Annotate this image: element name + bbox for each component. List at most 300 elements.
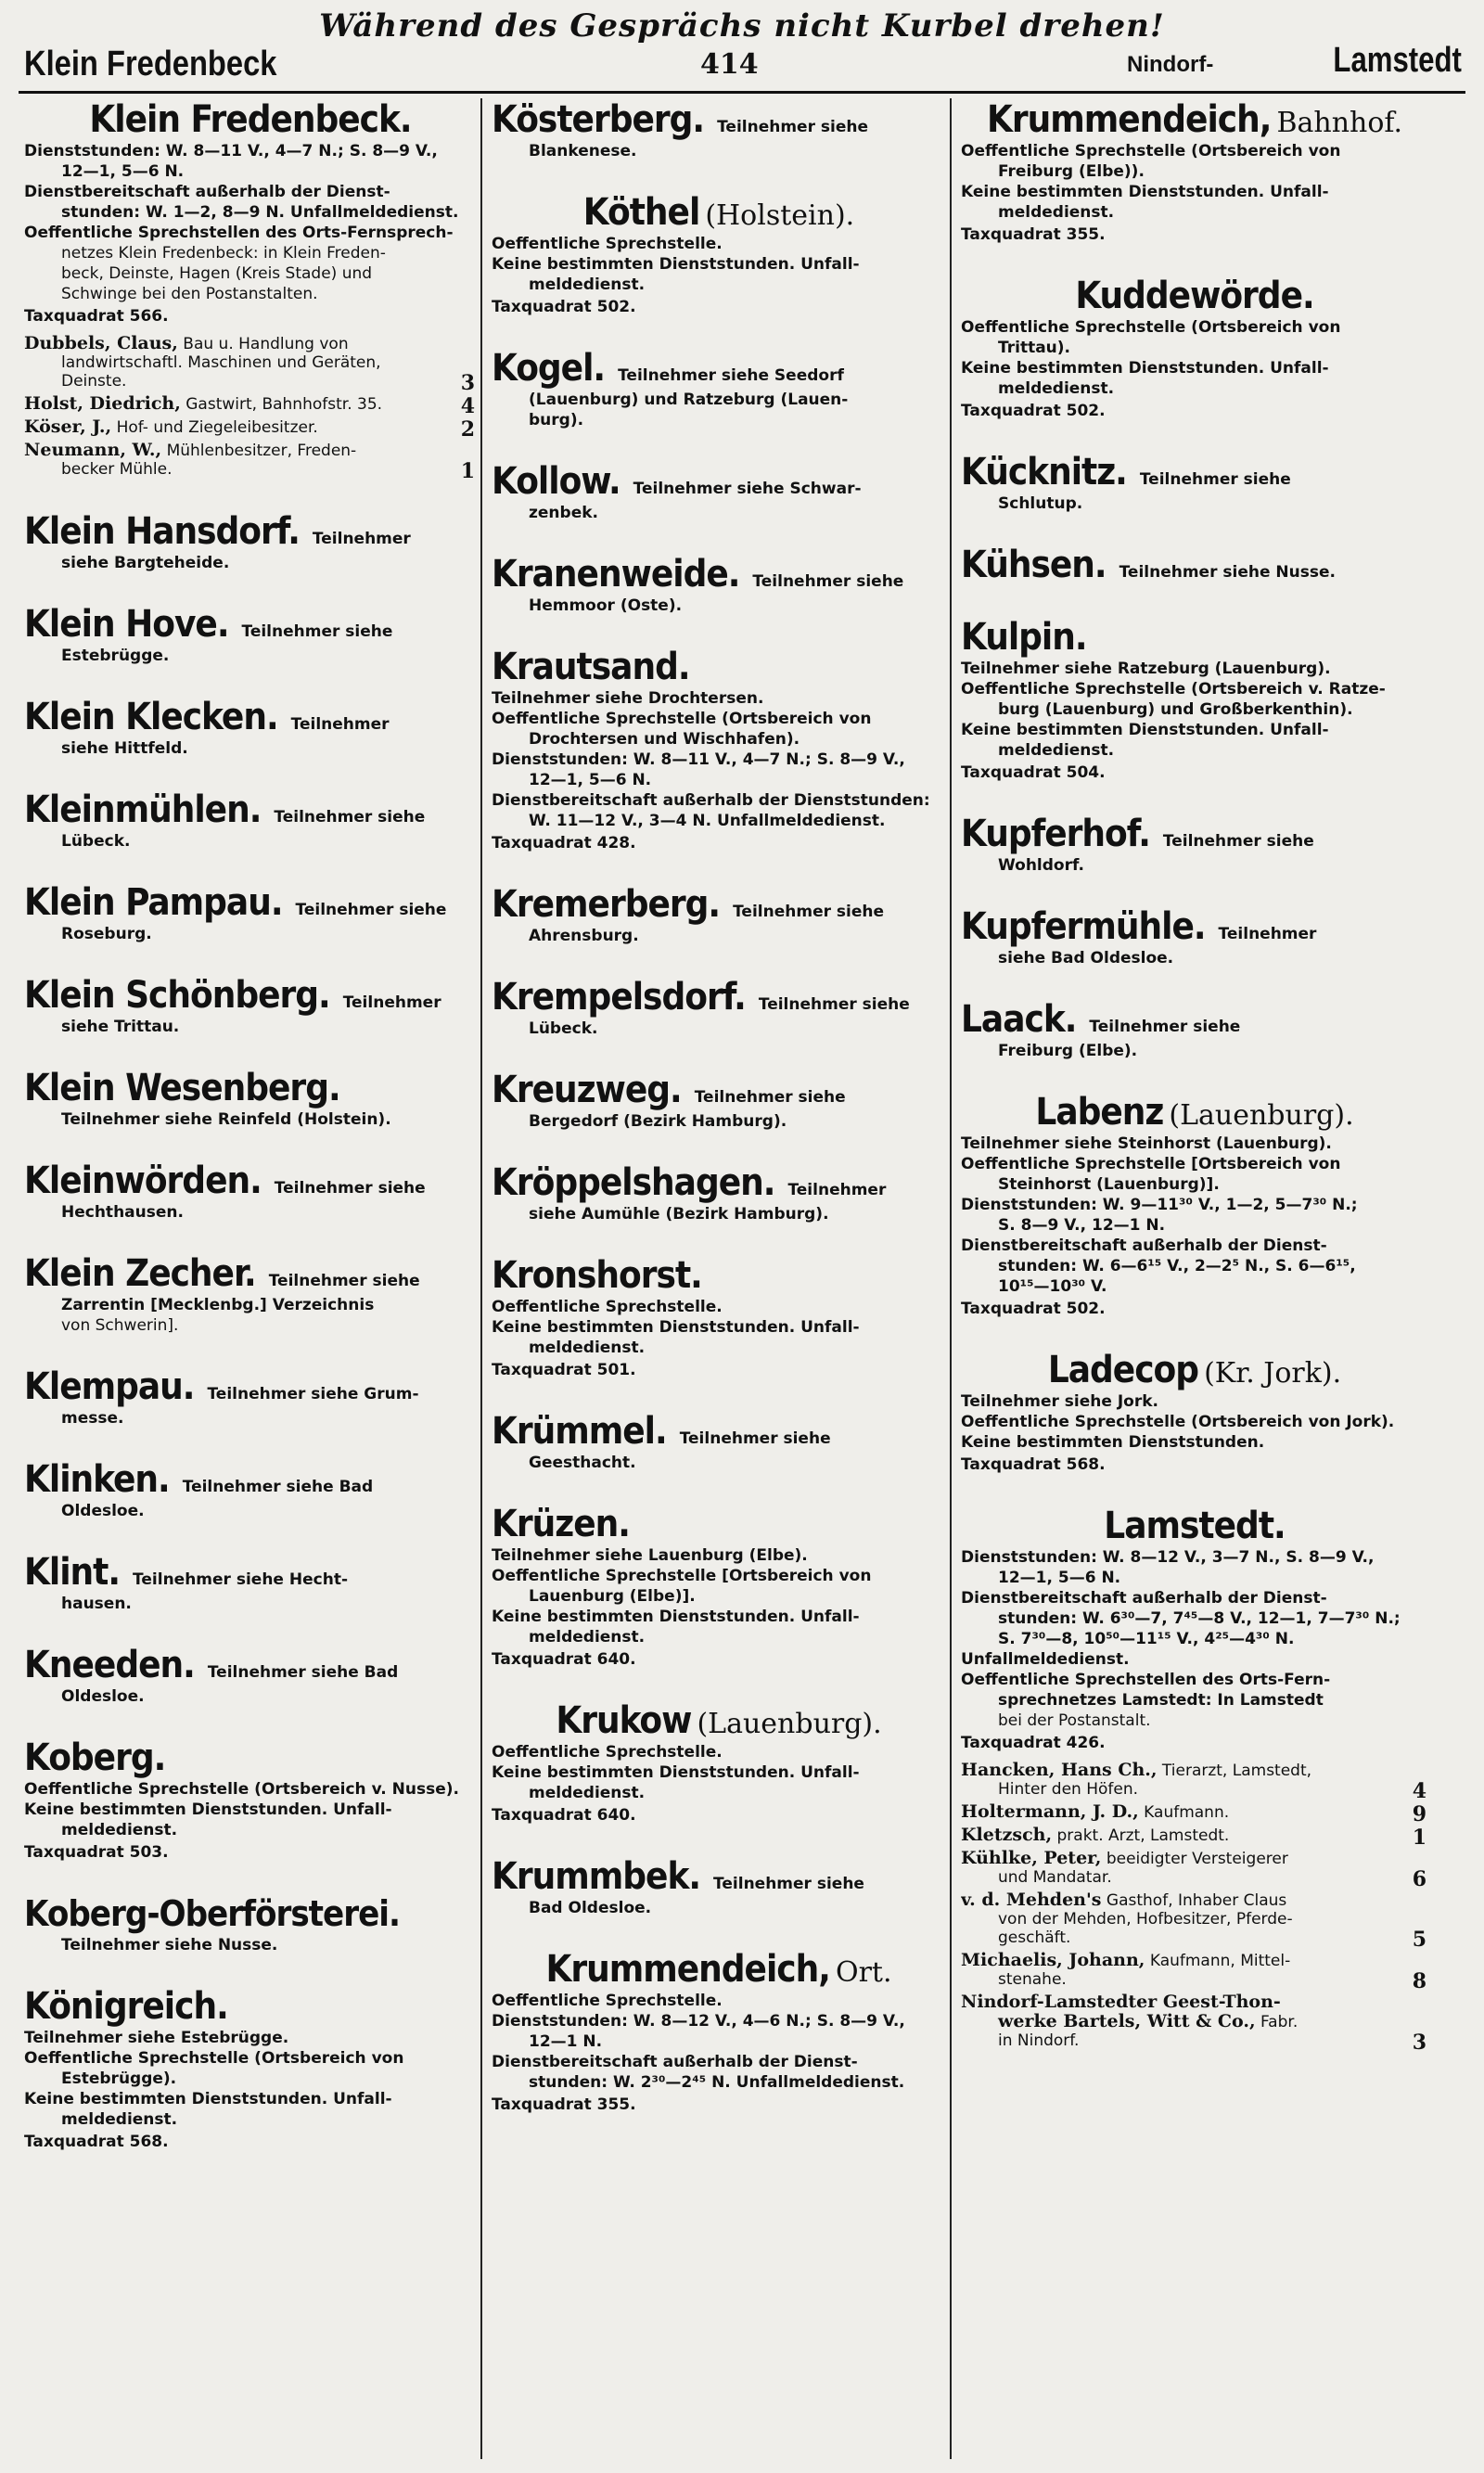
subscriber-desc-cont: Deinste. bbox=[61, 372, 127, 391]
entry-line: Dienstbereitschaft außerhalb der Dienst- bbox=[961, 1236, 1327, 1255]
entry-koethel bbox=[492, 191, 946, 317]
subscriber-name: Nindorf-Lamstedter Geest-Thon- bbox=[961, 1992, 1281, 2012]
subscriber-item bbox=[24, 393, 477, 418]
header-right-catchword-small: Nindorf- bbox=[1127, 52, 1214, 77]
entry-line: Oeffentliche Sprechstellen des Orts-Fernsprech- bbox=[24, 224, 454, 242]
entry-kuddewoerde bbox=[961, 275, 1428, 421]
entry-line: Keine bestimmten Dienststunden. Unfall- bbox=[961, 359, 1329, 378]
entry-line: Oeffentliche Sprechstelle (Ortsbereich von bbox=[961, 142, 1341, 160]
subscriber-desc-cont: Hinter den Höfen. bbox=[998, 1780, 1139, 1799]
entry-kreuzweg bbox=[492, 1069, 946, 1132]
reference-cont: Freiburg (Elbe). bbox=[998, 1042, 1138, 1060]
entry-line: Estebrügge). bbox=[61, 2069, 177, 2088]
subscriber-desc: Tierarzt, Lamstedt, bbox=[1161, 1762, 1312, 1780]
entry-klinken bbox=[24, 1458, 477, 1521]
place-name: Krummbek. bbox=[492, 1855, 701, 1898]
taxquadrat: Taxquadrat 568. bbox=[961, 1455, 1106, 1474]
entry-krummbek bbox=[492, 1855, 946, 1918]
entry-line: Oeffentliche Sprechstelle (Ortsbereich von bbox=[492, 710, 872, 728]
entry-line: stunden: W. 1—2, 8—9 N. Unfallmeldedienst. bbox=[61, 203, 459, 222]
reference-cont: siehe Bargteheide. bbox=[61, 554, 230, 572]
place-name: Koberg. bbox=[24, 1736, 166, 1779]
reference-cont: Teilnehmer siehe Reinfeld (Holstein). bbox=[61, 1110, 391, 1129]
entry-klein-zecher bbox=[24, 1252, 477, 1336]
subscriber-name: Kletzsch, bbox=[961, 1825, 1053, 1845]
subscriber-item bbox=[961, 1950, 1428, 1993]
place-name: Königreich. bbox=[24, 1985, 228, 2028]
entry-line: Oeffentliche Sprechstelle [Ortsbereich von bbox=[492, 1567, 872, 1585]
column-3 bbox=[961, 98, 1428, 2459]
entry-line: 12—1, 5—6 N. bbox=[998, 1569, 1121, 1587]
place-qualifier: Ort. bbox=[835, 1956, 892, 1989]
subscriber-desc-cont: geschäft. bbox=[998, 1928, 1071, 1947]
reference: Teilnehmer bbox=[1218, 925, 1317, 943]
place-name: Kneeden. bbox=[24, 1644, 195, 1686]
entry-line: sprechnetzes Lamstedt: In Lamstedt bbox=[998, 1691, 1324, 1710]
place-name: Kollow. bbox=[492, 460, 620, 503]
reference: Teilnehmer bbox=[342, 993, 441, 1012]
entry-klint bbox=[24, 1551, 477, 1614]
reference: Teilnehmer siehe bbox=[733, 903, 885, 921]
subscriber-desc-cont: becker Mühle. bbox=[61, 460, 173, 479]
entry-line: Keine bestimmten Dienststunden. Unfall- bbox=[961, 183, 1329, 201]
subscriber-number: 6 bbox=[1412, 1867, 1426, 1891]
reference-cont: (Lauenburg) und Ratzeburg (Lauen- bbox=[529, 391, 849, 409]
subscriber-name: v. d. Mehden's bbox=[961, 1890, 1102, 1910]
place-name: Ladecop bbox=[1047, 1349, 1199, 1391]
place-name: Klein Schönberg. bbox=[24, 974, 330, 1017]
column-divider bbox=[480, 98, 482, 2459]
reference: Teilnehmer siehe Schwar- bbox=[633, 480, 862, 498]
place-name: Krummendeich, bbox=[545, 1948, 830, 1991]
subscriber-desc-cont: werke Bartels, Witt & Co., bbox=[998, 2011, 1256, 2031]
entry-kupferhof bbox=[961, 813, 1428, 876]
taxquadrat: Taxquadrat 568. bbox=[24, 2133, 169, 2151]
entry-line: Teilnehmer siehe Steinhorst (Lauenburg). bbox=[961, 1134, 1332, 1153]
place-name: Klein Fredenbeck. bbox=[89, 98, 412, 141]
subscriber-name: Kühlke, Peter, bbox=[961, 1848, 1102, 1868]
entry-koberg bbox=[24, 1736, 477, 1863]
entry-line: Keine bestimmten Dienststunden. Unfall- bbox=[24, 1800, 392, 1819]
subscriber-desc-cont: stenahe. bbox=[998, 1970, 1067, 1989]
entry-krukow bbox=[492, 1699, 946, 1826]
subscriber-number: 1 bbox=[460, 459, 475, 483]
entry-line: W. 11—12 V., 3—4 N. Unfallmeldedienst. bbox=[529, 812, 886, 830]
place-name: Klempau. bbox=[24, 1365, 195, 1408]
place-name: Kronshorst. bbox=[492, 1254, 702, 1297]
reference-cont: siehe Aumühle (Bezirk Hamburg). bbox=[529, 1205, 829, 1224]
place-name: Krummendeich, bbox=[986, 98, 1272, 141]
entry-line: Keine bestimmten Dienststunden. Unfall- bbox=[492, 1763, 860, 1782]
entry-line: Teilnehmer siehe Lauenburg (Elbe). bbox=[492, 1546, 808, 1565]
entry-line: netzes Klein Fredenbeck: in Klein Freden- bbox=[61, 244, 386, 263]
subscriber-item bbox=[961, 1992, 1428, 2055]
column-2 bbox=[492, 98, 946, 2459]
entry-lamstedt bbox=[961, 1505, 1428, 2055]
entry-line: stunden: W. 2³⁰—2⁴⁵ N. Unfallmeldedienst. bbox=[529, 2073, 905, 2092]
entry-line: meldedienst. bbox=[61, 1821, 178, 1839]
subscriber-item bbox=[24, 333, 477, 395]
entry-line: Teilnehmer siehe Jork. bbox=[961, 1392, 1158, 1411]
entry-kruezen bbox=[492, 1503, 946, 1670]
entry-line: meldedienst. bbox=[529, 1339, 646, 1357]
reference: Teilnehmer siehe bbox=[1162, 832, 1314, 851]
entry-line: Oeffentliche Sprechstelle (Ortsbereich von Jork). bbox=[961, 1413, 1395, 1431]
entry-line: meldedienst. bbox=[998, 741, 1115, 760]
taxquadrat: Taxquadrat 502. bbox=[961, 402, 1106, 420]
reference-cont: Estebrügge. bbox=[61, 647, 170, 665]
taxquadrat: Taxquadrat 503. bbox=[24, 1843, 169, 1862]
place-qualifier: (Lauenburg). bbox=[697, 1708, 882, 1740]
reference: Teilnehmer siehe Grum- bbox=[207, 1385, 419, 1403]
entry-line: bei der Postanstalt. bbox=[998, 1711, 1151, 1730]
entry-line: stunden: W. 6³⁰—7, 7⁴⁵—8 V., 12—1, 7—7³⁰ N.; bbox=[998, 1609, 1401, 1628]
place-name: Kupfermühle. bbox=[961, 905, 1206, 948]
place-qualifier: (Holstein). bbox=[705, 199, 855, 232]
reference-cont: zenbek. bbox=[529, 504, 598, 522]
place-qualifier: Bahnhof. bbox=[1276, 107, 1402, 139]
reference: Teilnehmer siehe bbox=[1139, 470, 1291, 489]
reference-cont: von Schwerin]. bbox=[61, 1316, 179, 1335]
entry-line: 12—1, 5—6 N. bbox=[61, 162, 185, 181]
taxquadrat: Taxquadrat 355. bbox=[961, 225, 1106, 244]
reference-cont: Bad Oldesloe. bbox=[529, 1899, 652, 1917]
header-right-catchword: Lamstedt bbox=[1333, 41, 1462, 80]
reference: Teilnehmer siehe Hecht- bbox=[133, 1570, 348, 1589]
subscriber-name: Holtermann, J. D., bbox=[961, 1801, 1139, 1822]
column-1 bbox=[24, 98, 477, 2459]
place-name: Kösterberg. bbox=[492, 98, 705, 141]
reference: Teilnehmer bbox=[787, 1181, 887, 1199]
page-header bbox=[19, 7, 1465, 91]
entry-klein-hansdorf bbox=[24, 510, 477, 573]
reference-cont: Geesthacht. bbox=[529, 1454, 636, 1472]
place-name: Klinken. bbox=[24, 1458, 170, 1501]
reference: Teilnehmer siehe bbox=[758, 995, 910, 1014]
reference: Teilnehmer siehe Nusse. bbox=[1119, 563, 1336, 582]
subscriber-desc: Mühlenbesitzer, Freden- bbox=[166, 442, 357, 460]
entry-line: meldedienst. bbox=[529, 275, 646, 294]
reference-cont: Teilnehmer siehe Nusse. bbox=[61, 1936, 278, 1954]
entry-line: Keine bestimmten Dienststunden. Unfall- bbox=[961, 721, 1329, 739]
entry-labenz bbox=[961, 1091, 1428, 1319]
reference-cont: siehe Trittau. bbox=[61, 1018, 180, 1036]
reference: Teilnehmer siehe bbox=[268, 1272, 420, 1290]
entry-line: Teilnehmer siehe Estebrügge. bbox=[24, 2029, 289, 2047]
subscriber-number: 3 bbox=[460, 371, 475, 395]
place-name: Koberg-Oberförsterei. bbox=[24, 1893, 400, 1934]
entry-line: Dienstbereitschaft außerhalb der Dienst- bbox=[961, 1589, 1327, 1608]
subscriber-desc: prakt. Arzt, Lamstedt. bbox=[1056, 1826, 1230, 1845]
entry-line: Unfallmeldedienst. bbox=[961, 1650, 1130, 1669]
entry-line: Keine bestimmten Dienststunden. Unfall- bbox=[24, 2090, 392, 2108]
subscriber-desc: Gasthof, Inhaber Claus bbox=[1106, 1891, 1287, 1910]
entry-klein-wesenberg bbox=[24, 1067, 477, 1130]
reference-cont: Roseburg. bbox=[61, 925, 152, 943]
subscriber-number: 5 bbox=[1412, 1928, 1426, 1952]
reference: Teilnehmer bbox=[312, 530, 411, 548]
entry-line: 12—1, 5—6 N. bbox=[529, 771, 652, 789]
entry-kruemmel bbox=[492, 1410, 946, 1473]
place-name: Kremerberg. bbox=[492, 883, 721, 926]
subscriber-number: 4 bbox=[1412, 1779, 1426, 1803]
subscriber-item bbox=[961, 1848, 1428, 1891]
entry-kollow bbox=[492, 460, 946, 523]
subscriber-number: 3 bbox=[1412, 2031, 1426, 2055]
entry-krummendeich-bahnhof bbox=[961, 98, 1428, 245]
reference-cont: Schlutup. bbox=[998, 494, 1083, 513]
entry-koberg-oberfoersterei bbox=[24, 1892, 477, 1955]
subscriber-number: 4 bbox=[460, 394, 475, 418]
reference-cont: Lübeck. bbox=[529, 1019, 598, 1038]
reference: Teilnehmer siehe bbox=[694, 1088, 846, 1107]
taxquadrat: Taxquadrat 502. bbox=[961, 1300, 1106, 1318]
entry-line: burg (Lauenburg) und Großberkenthin). bbox=[998, 700, 1353, 719]
place-name: Kranenweide. bbox=[492, 553, 740, 596]
place-qualifier: (Kr. Jork). bbox=[1204, 1357, 1342, 1390]
taxquadrat: Taxquadrat 501. bbox=[492, 1361, 636, 1379]
reference-cont: Wohldorf. bbox=[998, 856, 1084, 875]
entry-line: Oeffentliche Sprechstelle (Ortsbereich v. Nusse). bbox=[24, 1780, 459, 1799]
place-name: Klint. bbox=[24, 1551, 121, 1594]
reference-cont: siehe Hittfeld. bbox=[61, 739, 188, 758]
reference: Teilnehmer siehe bbox=[295, 901, 447, 919]
reference: Teilnehmer siehe bbox=[274, 808, 426, 826]
subscriber-list bbox=[24, 333, 477, 483]
subscriber-desc-extra: Fabr. bbox=[1260, 2013, 1298, 2031]
subscriber-item bbox=[961, 1890, 1428, 1952]
reference: Teilnehmer siehe bbox=[274, 1179, 426, 1198]
subscriber-item bbox=[961, 1825, 1428, 1850]
entry-kroeppelshagen bbox=[492, 1161, 946, 1224]
reference: Teilnehmer siehe bbox=[752, 572, 904, 591]
subscriber-number: 9 bbox=[1412, 1802, 1426, 1826]
entry-klein-schoenberg bbox=[24, 974, 477, 1037]
place-name: Kücknitz. bbox=[961, 451, 1127, 493]
entry-line: Oeffentliche Sprechstelle. bbox=[492, 1743, 723, 1762]
entry-line: stunden: W. 6—6¹⁵ V., 2—2⁵ N., S. 6—6¹⁵, bbox=[998, 1257, 1356, 1275]
entry-krempelsdorf bbox=[492, 976, 946, 1039]
subscriber-desc: Kaufmann, Mittel- bbox=[1149, 1952, 1291, 1970]
entry-line: Dienstbereitschaft außerhalb der Dienststunden: bbox=[492, 791, 930, 810]
subscriber-item bbox=[961, 1760, 1428, 1803]
reference: Teilnehmer siehe bbox=[717, 118, 868, 136]
entry-line: Keine bestimmten Dienststunden. Unfall- bbox=[492, 255, 860, 274]
entry-krummendeich-ort bbox=[492, 1948, 946, 2115]
entry-kulpin bbox=[961, 616, 1428, 783]
entry-line: meldedienst. bbox=[998, 379, 1115, 398]
reference: Teilnehmer siehe bbox=[241, 622, 393, 641]
entry-line: Dienstbereitschaft außerhalb der Dienst- bbox=[492, 2053, 858, 2071]
place-qualifier: (Lauenburg). bbox=[1169, 1099, 1354, 1132]
entry-kupfermuehle bbox=[961, 905, 1428, 968]
subscriber-desc-cont: von der Mehden, Hofbesitzer, Pferde- bbox=[998, 1910, 1293, 1928]
entry-line: Oeffentliche Sprechstelle. bbox=[492, 1992, 723, 2010]
taxquadrat: Taxquadrat 502. bbox=[492, 298, 636, 316]
reference: Teilnehmer siehe Bad bbox=[182, 1478, 374, 1496]
reference: Teilnehmer siehe bbox=[1089, 1018, 1241, 1036]
entry-klein-pampau bbox=[24, 881, 477, 944]
entry-line: Trittau). bbox=[998, 339, 1070, 357]
subscriber-number: 2 bbox=[460, 417, 475, 442]
place-name: Klein Pampau. bbox=[24, 881, 283, 924]
subscriber-number: 1 bbox=[1412, 1826, 1426, 1850]
entry-ladecop bbox=[961, 1349, 1428, 1475]
entry-klein-klecken bbox=[24, 696, 477, 759]
subscriber-name: Köser, J., bbox=[24, 416, 112, 437]
page-number: 414 bbox=[700, 48, 759, 81]
entry-line: Teilnehmer siehe Drochtersen. bbox=[492, 689, 764, 708]
taxquadrat: Taxquadrat 428. bbox=[492, 834, 636, 852]
subscriber-item bbox=[961, 1801, 1428, 1826]
entry-line: Dienststunden: W. 8—11 V., 4—7 N.; S. 8—9 V., bbox=[492, 750, 905, 769]
subscriber-name: Hancken, Hans Ch., bbox=[961, 1760, 1158, 1780]
reference-cont: Zarrentin [Mecklenbg.] Verzeichnis bbox=[61, 1296, 375, 1314]
subscriber-name: Neumann, W., bbox=[24, 440, 162, 460]
entry-line: Steinhorst (Lauenburg)]. bbox=[998, 1175, 1220, 1194]
entry-kremerberg bbox=[492, 883, 946, 946]
entry-kuecknitz bbox=[961, 451, 1428, 514]
place-name: Klein Zecher. bbox=[24, 1252, 256, 1295]
place-name: Kogel. bbox=[492, 347, 606, 390]
entry-kogel bbox=[492, 347, 946, 430]
header-left-catchword: Klein Fredenbeck bbox=[24, 45, 277, 83]
entry-line: 12—1 N. bbox=[529, 2032, 603, 2051]
entry-koesterberg bbox=[492, 98, 946, 161]
place-name: Klein Hansdorf. bbox=[24, 510, 300, 553]
entry-line: Dienstbereitschaft außerhalb der Dienst- bbox=[24, 183, 390, 201]
header-rule bbox=[19, 91, 1465, 94]
entry-kleinwoerden bbox=[24, 1160, 477, 1223]
entry-line: meldedienst. bbox=[529, 1628, 646, 1647]
reference: Teilnehmer siehe bbox=[679, 1429, 831, 1448]
place-name: Kühsen. bbox=[961, 544, 1107, 586]
reference-cont: Oldesloe. bbox=[61, 1502, 145, 1520]
entry-laack bbox=[961, 998, 1428, 1061]
entry-line: meldedienst. bbox=[61, 2110, 178, 2129]
place-name: Krümmel. bbox=[492, 1410, 667, 1453]
reference-cont: hausen. bbox=[61, 1595, 132, 1613]
reference-cont: Oldesloe. bbox=[61, 1687, 145, 1706]
entry-line: Oeffentliche Sprechstellen des Orts-Fern- bbox=[961, 1671, 1331, 1689]
entry-line: meldedienst. bbox=[529, 1784, 646, 1802]
entry-kneeden bbox=[24, 1644, 477, 1707]
entry-line: Keine bestimmten Dienststunden. Unfall- bbox=[492, 1318, 860, 1337]
place-name: Kröppelshagen. bbox=[492, 1161, 775, 1204]
entry-kronshorst bbox=[492, 1254, 946, 1380]
subscriber-name: Dubbels, Claus, bbox=[24, 333, 178, 353]
place-name: Klein Wesenberg. bbox=[24, 1067, 340, 1109]
entry-line: Keine bestimmten Dienststunden. Unfall- bbox=[492, 1608, 860, 1626]
reference-cont: messe. bbox=[61, 1409, 124, 1428]
entry-line: Lauenburg (Elbe)]. bbox=[529, 1587, 696, 1606]
entry-krautsand bbox=[492, 646, 946, 853]
entry-klempau bbox=[24, 1365, 477, 1429]
place-name: Krautsand. bbox=[492, 646, 690, 688]
entry-line: Keine bestimmten Dienststunden. bbox=[961, 1433, 1265, 1452]
entry-line: Teilnehmer siehe Ratzeburg (Lauenburg). bbox=[961, 660, 1331, 678]
place-name: Kleinmühlen. bbox=[24, 788, 262, 831]
column-divider bbox=[950, 98, 952, 2459]
reference: Teilnehmer bbox=[290, 715, 390, 734]
place-name: Kulpin. bbox=[961, 616, 1087, 659]
place-name: Klein Klecken. bbox=[24, 696, 278, 738]
subscriber-name: Michaelis, Johann, bbox=[961, 1950, 1145, 1970]
subscriber-item bbox=[24, 416, 477, 442]
entry-line: Drochtersen und Wischhafen). bbox=[529, 730, 800, 749]
place-name: Krempelsdorf. bbox=[492, 976, 746, 1019]
place-name: Krüzen. bbox=[492, 1503, 630, 1545]
entry-line: 10¹⁵—10³⁰ V. bbox=[998, 1277, 1107, 1296]
entry-kuehsen bbox=[961, 544, 1428, 586]
subscriber-name: Holst, Diedrich, bbox=[24, 393, 181, 414]
place-name: Kupferhof. bbox=[961, 813, 1150, 855]
reference-cont: burg). bbox=[529, 411, 584, 429]
entry-line: Oeffentliche Sprechstelle. bbox=[492, 1298, 723, 1316]
taxquadrat: Taxquadrat 504. bbox=[961, 763, 1106, 782]
subscriber-item bbox=[24, 440, 477, 483]
taxquadrat: Taxquadrat 566. bbox=[24, 307, 169, 326]
header-motto: Während des Gesprächs nicht Kurbel drehen! bbox=[319, 7, 1165, 45]
reference-cont: Bergedorf (Bezirk Hamburg). bbox=[529, 1112, 787, 1131]
entry-line: Oeffentliche Sprechstelle (Ortsbereich von bbox=[961, 318, 1341, 337]
entry-line: Schwinge bei den Postanstalten. bbox=[61, 285, 318, 303]
entry-kranenweide bbox=[492, 553, 946, 616]
subscriber-number: 8 bbox=[1412, 1969, 1426, 1993]
entry-line: beck, Deinste, Hagen (Kreis Stade) und bbox=[61, 264, 373, 283]
place-name: Laack. bbox=[961, 998, 1077, 1041]
reference-cont: Hemmoor (Oste). bbox=[529, 596, 683, 615]
place-name: Kleinwörden. bbox=[24, 1160, 262, 1202]
entry-line: meldedienst. bbox=[998, 203, 1115, 222]
entry-line: S. 8—9 V., 12—1 N. bbox=[998, 1216, 1166, 1235]
entry-line: Oeffentliche Sprechstelle [Ortsbereich von bbox=[961, 1155, 1341, 1173]
entry-line: Dienststunden: W. 8—11 V., 4—7 N.; S. 8—9 V., bbox=[24, 142, 438, 160]
entry-line: Dienststunden: W. 8—12 V., 3—7 N., S. 8—9 V., bbox=[961, 1548, 1375, 1567]
entry-klein-fredenbeck bbox=[24, 98, 477, 483]
place-name: Kuddewörde. bbox=[1075, 275, 1314, 317]
reference: Teilnehmer siehe Bad bbox=[207, 1663, 399, 1682]
place-name: Krukow bbox=[556, 1699, 692, 1742]
entry-kleinmuehlen bbox=[24, 788, 477, 852]
subscriber-list bbox=[961, 1760, 1428, 2055]
subscriber-desc: Kaufmann. bbox=[1144, 1803, 1230, 1822]
entry-klein-hove bbox=[24, 603, 477, 666]
entry-line: Oeffentliche Sprechstelle (Ortsbereich v. Ratze- bbox=[961, 680, 1386, 698]
place-name: Köthel bbox=[582, 191, 700, 234]
subscriber-desc: Hof- und Ziegeleibesitzer. bbox=[116, 418, 318, 437]
entry-koenigreich bbox=[24, 1985, 477, 2152]
taxquadrat: Taxquadrat 640. bbox=[492, 1806, 636, 1825]
place-name: Lamstedt. bbox=[1104, 1505, 1286, 1547]
entry-line: Dienststunden: W. 8—12 V., 4—6 N.; S. 8—9 V., bbox=[492, 2012, 905, 2031]
subscriber-desc-cont: und Mandatar. bbox=[998, 1868, 1112, 1887]
reference-cont: siehe Bad Oldesloe. bbox=[998, 949, 1174, 967]
entry-line: Dienststunden: W. 9—11³⁰ V., 1—2, 5—7³⁰ N.; bbox=[961, 1196, 1358, 1214]
entry-line: S. 7³⁰—8, 10⁵⁰—11¹⁵ V., 4²⁵—4³⁰ N. bbox=[998, 1630, 1295, 1648]
reference: Teilnehmer siehe bbox=[713, 1875, 864, 1893]
entry-line: Freiburg (Elbe)). bbox=[998, 162, 1145, 181]
entry-line: Oeffentliche Sprechstelle. bbox=[492, 235, 723, 253]
reference: Teilnehmer siehe Seedorf bbox=[618, 366, 844, 385]
taxquadrat: Taxquadrat 426. bbox=[961, 1734, 1106, 1752]
reference-cont: Blankenese. bbox=[529, 142, 637, 160]
entry-line: Oeffentliche Sprechstelle (Ortsbereich von bbox=[24, 2049, 404, 2068]
subscriber-desc: Bau u. Handlung von bbox=[183, 335, 349, 353]
subscriber-desc: Gastwirt, Bahnhofstr. 35. bbox=[186, 395, 383, 414]
reference-cont: Ahrensburg. bbox=[529, 927, 639, 945]
place-name: Klein Hove. bbox=[24, 603, 229, 646]
